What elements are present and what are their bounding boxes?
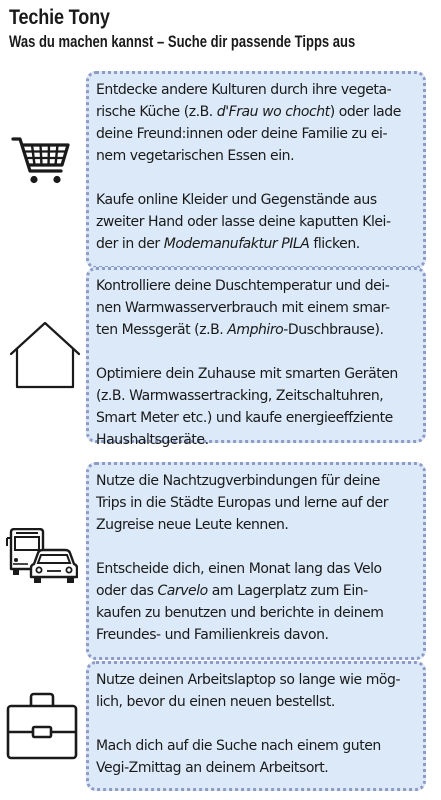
tip-line: Entdecke andere Kulturen durch ihre vegeta-: [96, 82, 392, 98]
tip-line: der in der Modemanufaktur PILA flicken.: [96, 236, 360, 252]
bus-and-car-icon: [6, 528, 78, 590]
page-subtitle: Was du machen kannst – Suche dir passende Tipps aus: [9, 33, 356, 51]
tip-paragraph: [96, 189, 417, 255]
tip-line: Freundes- und Familienkreis davon.: [96, 627, 329, 643]
tip-line: deine Freund:innen oder deine Familie zu ei-: [96, 126, 388, 142]
tip-paragraph: [96, 79, 417, 167]
tip-line: nem vegetarischen Essen ein.: [96, 148, 295, 164]
tip-line: nen Warmwasserverbrauch mit einem smar-: [96, 300, 390, 316]
page-title: Techie Tony: [9, 6, 110, 29]
tip-line: Zugreise neue Leute kennen.: [96, 517, 289, 533]
tip-card: [86, 267, 426, 448]
tip-line: Haushaltsgeräte.: [96, 432, 209, 448]
shopping-cart-icon: [11, 135, 71, 191]
tip-line: Kontrolliere deine Duschtemperatur und dei-: [96, 278, 390, 294]
tip-line: Entscheide dich, einen Monat lang das Velo: [96, 561, 382, 577]
tip-line: Optimiere dein Zuhause mit smarten Geräten: [96, 366, 398, 382]
tip-line: lich, bevor du einen neuen bestellst.: [96, 694, 335, 710]
tip-line: oder das Carvelo am Lagerplatz zum Ein-: [96, 583, 368, 599]
tip-line: Mach dich auf die Suche nach einem guten: [96, 738, 381, 754]
tip-paragraph: [96, 470, 417, 536]
tip-card: [86, 661, 426, 791]
tip-line: zweiter Hand oder lasse deine kaputten Klei-: [96, 214, 391, 230]
briefcase-icon: [6, 692, 78, 764]
tip-paragraph: [96, 735, 417, 779]
tip-line: Vegi-Zmittag an deinem Arbeitsort.: [96, 760, 329, 776]
tip-line: Trips in die Städte Europas und lerne auf der: [96, 495, 389, 511]
tip-line: ten Messgerät (z.B. Amphiro-Duschbrause).: [96, 322, 384, 338]
tip-line: Kaufe online Kleider und Gegenstände aus: [96, 192, 377, 208]
tip-line: Nutze deinen Arbeitslaptop so lange wie mög-: [96, 672, 401, 688]
tip-card: [86, 71, 426, 269]
tip-paragraph: [96, 363, 417, 451]
house-icon: [8, 320, 82, 394]
tip-line: Nutze die Nachtzugverbindungen für deine: [96, 473, 380, 489]
tip-line: (z.B. Warmwassertracking, Zeitschaltuhren,: [96, 388, 384, 404]
tip-paragraph: [96, 275, 417, 341]
tip-line: rische Küche (z.B. d'Frau wo chocht) oder lade: [96, 104, 401, 120]
tip-line: kaufen zu benutzen und berichte in deinem: [96, 605, 384, 621]
tip-paragraph: [96, 558, 417, 646]
tip-card: [86, 462, 426, 660]
tip-paragraph: [96, 669, 417, 713]
tip-line: Smart Meter etc.) und kaufe energieeffziente: [96, 410, 393, 426]
header: [9, 6, 435, 52]
